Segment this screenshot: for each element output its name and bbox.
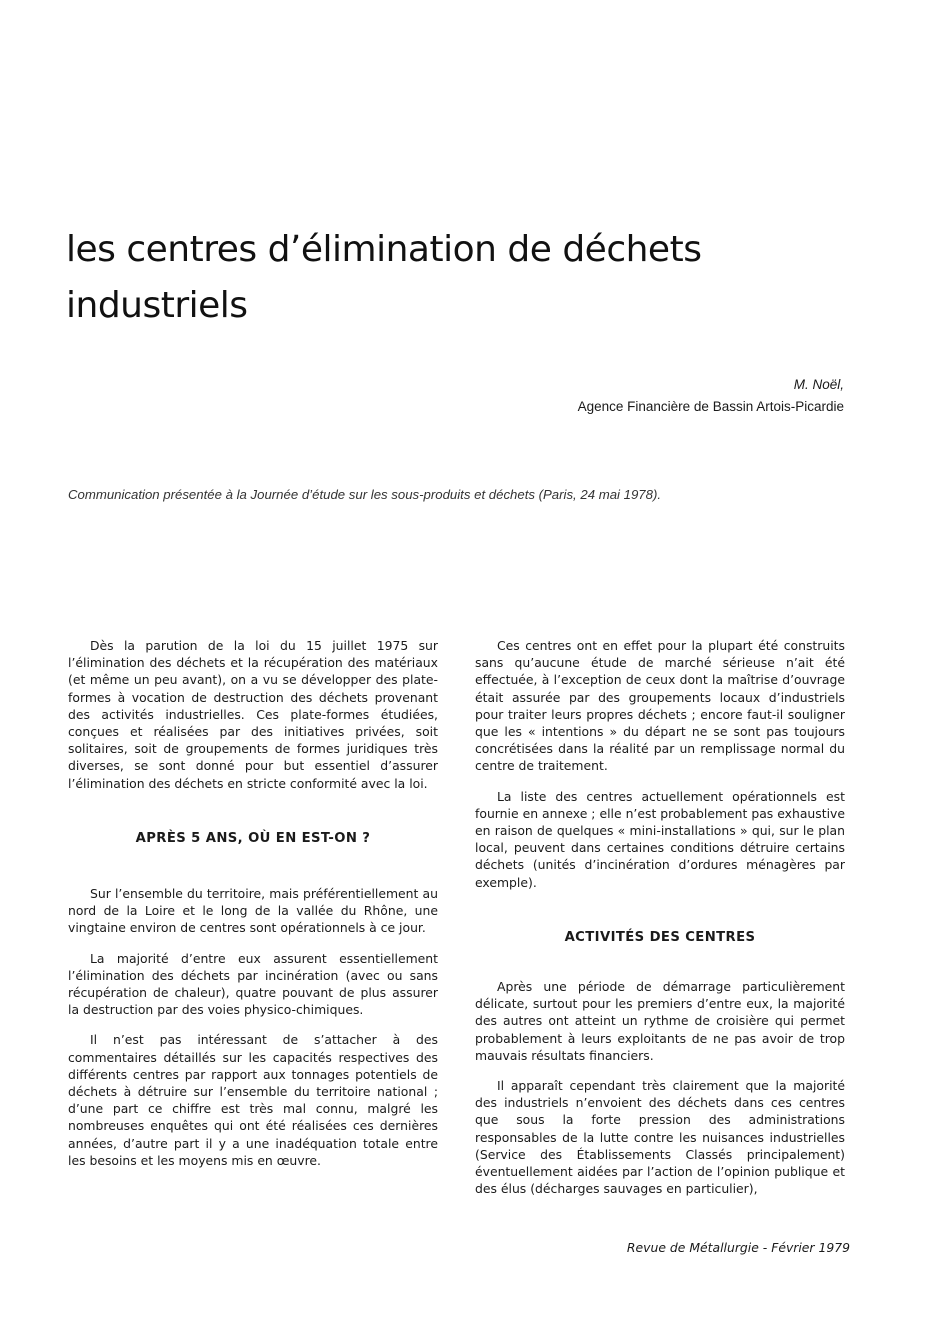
communication-note: Communication présentée à la Journée d’étude sur les sous-produits et déchets (Paris, 24 mai 1978). [68, 487, 662, 502]
paragraph: Dès la parution de la loi du 15 juillet 1975 sur l’élimination des déchets et la récupération des matériaux (et même un peu avant), on a vu se développer des plate-formes à vocation de destruction des déchets provenant des activités industrielles. Ces plate-formes étudiées, conçues et réalisées par des initiatives privées, soit solitaires, soit de groupements de formes juridiques très diverses, se sont donné pour but essentiel d’assurer l’élimination des déchets en stricte conformité avec la loi. [68, 638, 438, 791]
journal-footer: Revue de Métallurgie - Février 1979 [626, 1240, 850, 1255]
left-column [68, 637, 438, 1182]
paragraph: Après une période de démarrage particulièrement délicate, surtout pour les premiers d’entre eux, la majorité des autres ont atteint un rythme de croisière qui permet probablement à leurs exploitants de ne pas avoir de trop mauvais résultats financiers. [475, 979, 845, 1063]
section-heading: ACTIVITÉS DES CENTRES [564, 929, 756, 945]
paragraph: Il apparaît cependant très clairement que la majorité des industriels n’envoient des déchets dans ces centres que sous la forte pression des administrations responsables de la lutte contre les nuisances industrielles (Service des Établissements Classés principalement) éventuellement aidées par l’action de l’opinion publique et des élus (décharges sauvages en particulier), [475, 1078, 845, 1197]
right-column [475, 637, 845, 1210]
paragraph: Sur l’ensemble du territoire, mais préférentiellement au nord de la Loire et le long de la vallée du Rhône, une vingtaine environ de centres sont opérationnels à ce jour. [68, 886, 438, 936]
author-block [578, 374, 844, 418]
author-name: M. Noël, [793, 377, 844, 392]
paragraph: La liste des centres actuellement opérationnels est fournie en annexe ; elle n’est probablement pas exhaustive en raison de quelques « mini-installations » qui, sur le plan local, peuvent dans certaines conditions détruire certains déchets (unités d’incinération d’ordures ménagères par exemple). [475, 788, 845, 890]
paragraph: La majorité d’entre eux assurent essentiellement l’élimination des déchets par incinération (avec ou sans récupération de chaleur), quatre pouvant de plus assurer la destruction par des voies physico-chimiques. [68, 950, 438, 1018]
article-title: les centres d’élimination de déchets industriels [66, 229, 702, 326]
paragraph: Ces centres ont en effet pour la plupart été construits sans qu’aucune étude de marché sérieuse n’ait été effectuée, à l’exception de ceux dont la maîtrise d’ouvrage était assurée par des groupements locaux d’industriels pour traiter leurs propres déchets ; encore faut-il souligner que les « intentions » du départ ne se sont pas toujours concrétisées dans la réalité par un remplissage normal du centre de traitement. [475, 638, 845, 774]
section-heading: APRÈS 5 ANS, OÙ EN EST-ON ? [135, 830, 371, 846]
paragraph: Il n’est pas intéressant de s’attacher à des commentaires détaillés sur les capacités respectives des différents centres par rapport aux tonnages potentiels de déchets à détruire sur l’ensemble du territoire national ; d’une part ce chiffre est très mal connu, malgré les nombreuses enquêtes qui ont été réalisées ces dernières années, d’autre part il y a une inadéquation totale entre les besoins et les moyens mis en œuvre. [68, 1032, 438, 1168]
author-affiliation: Agence Financière de Bassin Artois-Picardie [577, 399, 844, 414]
